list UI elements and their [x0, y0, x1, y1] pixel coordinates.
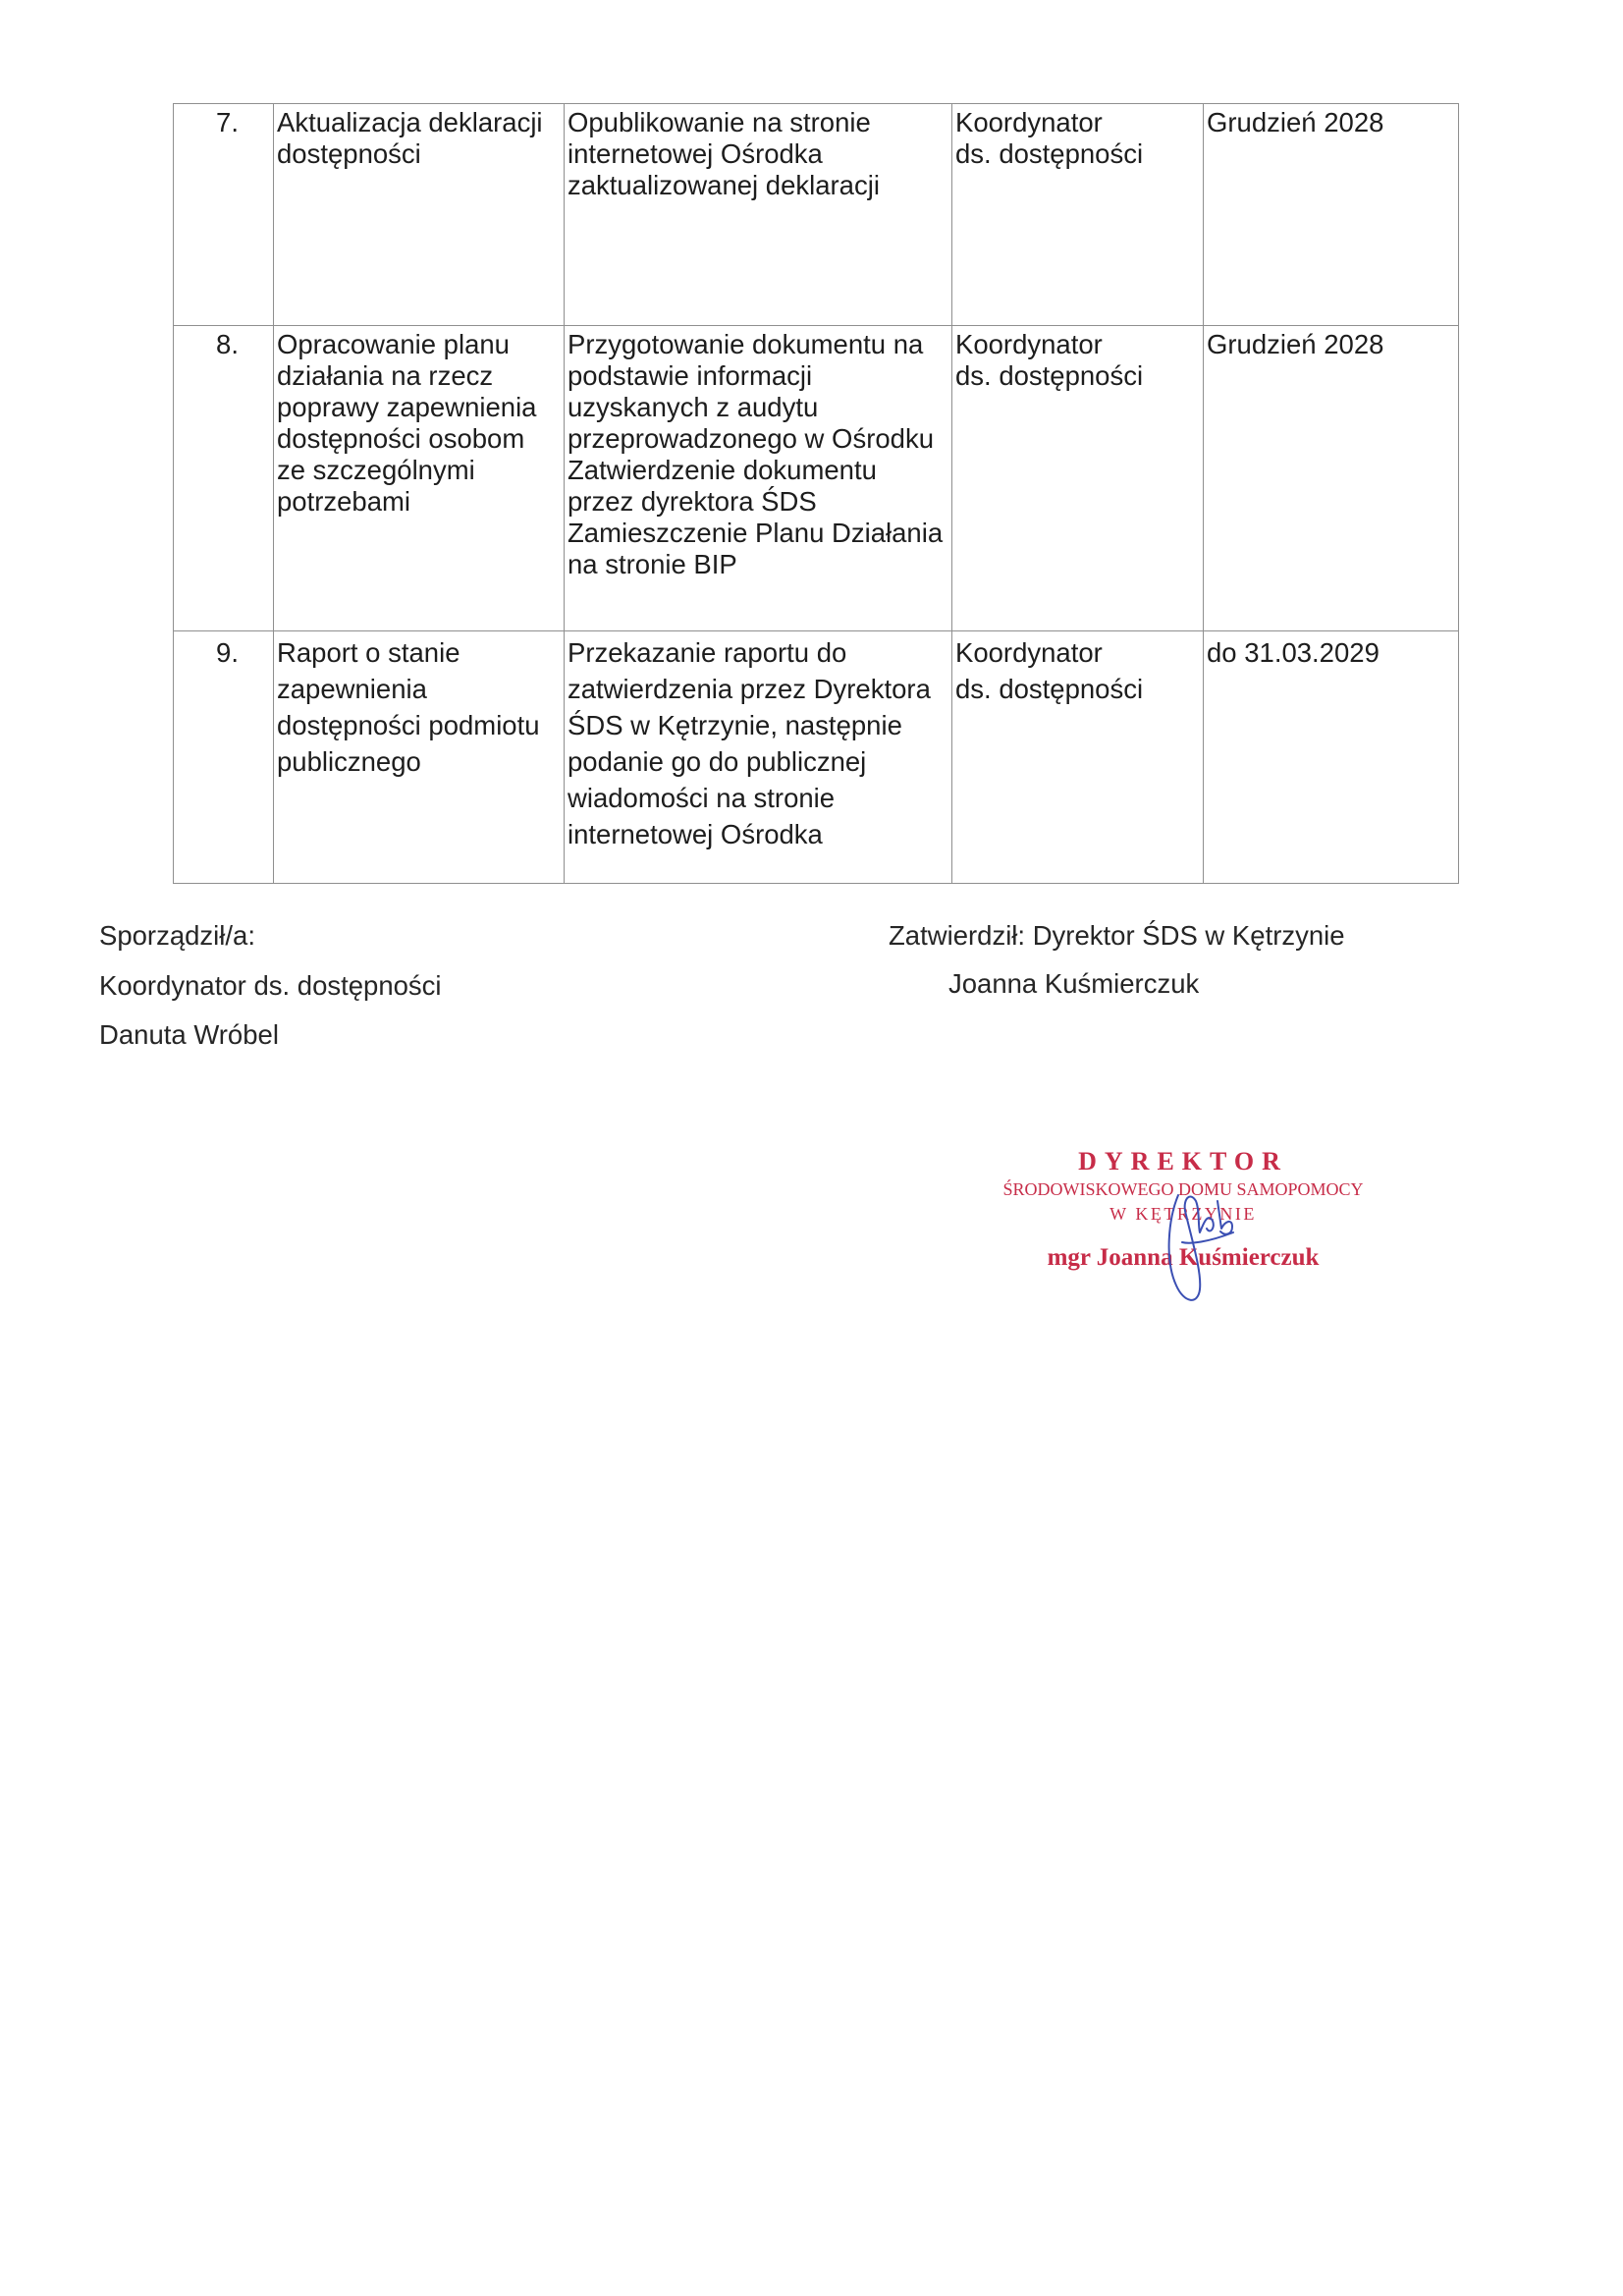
prepared-by-label: Sporządził/a: — [99, 920, 255, 951]
table-row — [174, 631, 1459, 884]
prepared-by-role: Koordynator ds. dostępności — [99, 970, 442, 1001]
action-plan-table — [173, 103, 1459, 884]
cell-number: 8. — [174, 326, 274, 631]
cell-deadline: Grudzień 2028 — [1204, 326, 1459, 631]
cell-responsible: Koordynator ds. dostępności — [952, 104, 1204, 326]
prepared-by-name: Danuta Wróbel — [99, 1019, 279, 1050]
stamp-title: DYREKTOR — [1078, 1147, 1288, 1175]
table-row — [174, 326, 1459, 631]
cell-deadline: Grudzień 2028 — [1204, 104, 1459, 326]
approved-by-label: Zatwierdził: Dyrektor ŚDS w Kętrzynie — [889, 920, 1345, 951]
cell-number: 7. — [174, 104, 274, 326]
cell-action: Opublikowanie na stronie internetowej Ośrodka zaktualizowanej deklaracji — [565, 104, 952, 326]
handwritten-signature — [1139, 1183, 1257, 1311]
stamp-location: W KĘTRZYNIE — [1109, 1204, 1257, 1224]
approved-by-name: Joanna Kuśmierczuk — [948, 968, 1200, 999]
stamp-name: mgr Joanna Kuśmierczuk — [1047, 1244, 1320, 1271]
cell-action: Przekazanie raportu do zatwierdzenia przez Dyrektora ŚDS w Kętrzynie, następnie podanie go do publicznej wiadomości na stronie internetowej Ośrodka — [565, 631, 952, 884]
cell-responsible: Koordynator ds. dostępności — [952, 326, 1204, 631]
stamp-institution: ŚRODOWISKOWEGO DOMU SAMOPOMOCY — [1002, 1179, 1364, 1199]
cell-number: 9. — [174, 631, 274, 884]
cell-responsible: Koordynator ds. dostępności — [952, 631, 1204, 884]
table-row — [174, 104, 1459, 326]
cell-task: Opracowanie planu działania na rzecz poprawy zapewnienia dostępności osobom ze szczególnymi potrzebami — [274, 326, 565, 631]
cell-task: Raport o stanie zapewnienia dostępności podmiotu publicznego — [274, 631, 565, 884]
cell-action: Przygotowanie dokumentu na podstawie informacji uzyskanych z audytu przeprowadzonego w Ośrodku Zatwierdzenie dokumentu przez dyrektora ŚDS Zamieszczenie Planu Działania na stronie BIP — [565, 326, 952, 631]
cell-task: Aktualizacja deklaracji dostępności — [274, 104, 565, 326]
cell-deadline: do 31.03.2029 — [1204, 631, 1459, 884]
